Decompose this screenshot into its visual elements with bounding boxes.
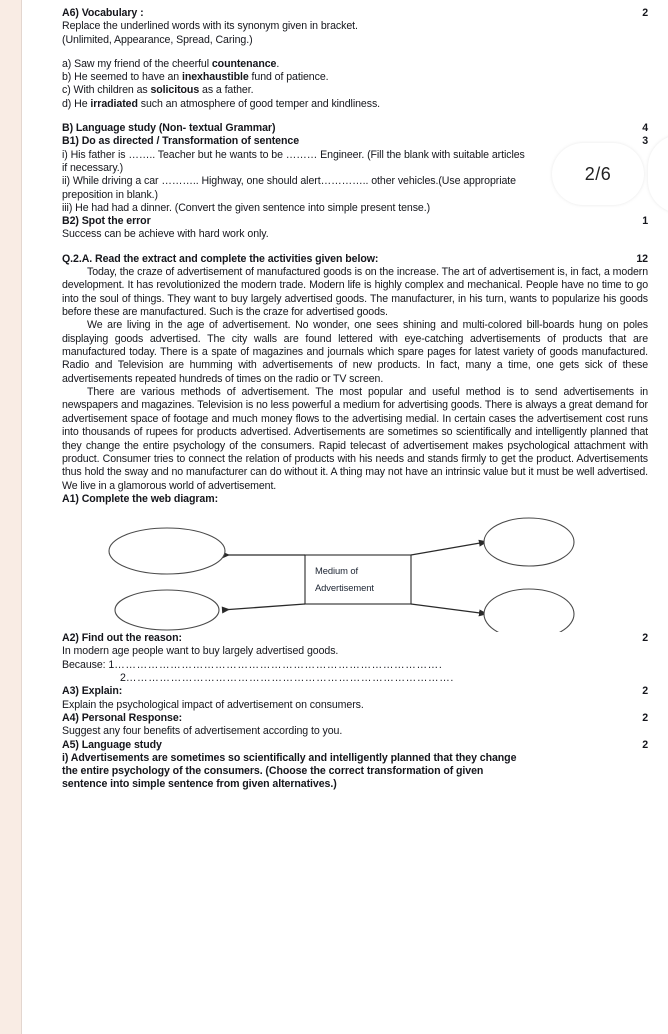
diagram-center-box [305,555,411,604]
section-b-heading [62,122,648,135]
a2-item2-label: 2 [120,672,126,685]
a6-marks: 2 [642,7,648,19]
b2-sentence: Success can be achieve with hard work only. [62,228,269,241]
section-a4-heading [62,712,648,725]
page-indicator[interactable]: 2/6 [552,143,644,205]
b1-item-ii-line2: preposition in blank.) [62,188,158,201]
spacer [62,242,648,253]
a4-text: Suggest any four benefits of advertisement according to you. [62,725,343,738]
diagram-center-label-line2: Advertisement [315,582,374,594]
section-b1-heading [62,135,648,148]
diagram-center-label-line1: Medium of [315,565,359,577]
b-heading-text: B) Language study (Non- textual Grammar) [62,122,276,135]
left-margin-strip [0,0,21,1034]
section-b2-heading [62,215,648,228]
a4-heading-text: A4) Personal Response: [62,711,183,724]
b1-item-ii-line1: ii) While driving a car ……….. Highway, one should alert………….. other vehicles.(Use appropriate [62,175,516,188]
a6-item-d-pre: d) He [62,97,91,110]
a5-line-3: sentence into simple sentence from given alternatives.) [62,778,337,791]
section-q2a-heading [62,253,648,266]
b1-item-iii: iii) He had had a dinner. (Convert the given sentence into simple present tense.) [62,201,431,214]
web-diagram [62,512,648,632]
section-a3-heading [62,685,648,698]
a5-marks: 2 [642,738,648,751]
a2-dots-2: ……………………………………………………………………………. [125,672,454,685]
section-a2-heading [62,632,648,645]
b1-marks: 3 [642,135,648,148]
q2a-marks: 12 [636,252,648,265]
diagram-node-bottom-right [484,589,574,632]
a5-line-1: i) Advertisements are sometimes so scientifically and intelligently planned that they change [62,751,517,764]
a6-instruction: Replace the underlined words with its synonym given in bracket. [62,20,358,33]
a3-marks: 2 [642,685,648,698]
b2-heading-text: B2) Spot the error [62,215,151,228]
b2-marks: 1 [642,215,648,228]
a3-heading-text: A3) Explain: [62,685,123,698]
a6-item-c [62,84,648,97]
spacer [62,111,648,122]
connector-bottom-right [411,604,480,613]
a4-marks: 2 [642,711,648,724]
a3-text: Explain the psychological impact of advertisement on consumers. [62,698,364,711]
b1-item-i-line2: if necessary.) [62,161,124,174]
section-a5-heading [62,739,648,752]
a2-answer-line-1 [62,659,648,672]
a2-answer-line-2 [62,672,648,685]
web-diagram-svg [62,512,648,632]
a6-item-d-keyword: irradiated [90,97,138,110]
spacer [62,47,648,58]
a6-item-b-pre: b) He seemed to have an [62,71,182,84]
b1-item-i-line1: i) His father is …….. Teacher but he wants to be ……… Engineer. (Fill the blank with suitable articles [62,148,525,161]
a2-marks: 2 [642,632,648,645]
a6-item-d [62,98,648,111]
a6-item-d-post: such an atmosphere of good temper and kindliness. [137,97,381,110]
q2a-paragraph-1: Today, the craze of advertisement of manufactured goods is on the increase. The art of advertisement is, in fact, a modern development. It has revolutionized the modern trade. Modern life is highly complex and mechanical. People have no time to go into the soul of things. They want to buy largely advertised goods. The manufacturer, in his turn, wants to popularize his goods before these are manufactured. Such is the craze for advertised goods. [62,266,648,319]
a2-statement: In modern age people want to buy largely advertised goods. [62,645,339,658]
section-a1-heading [62,493,648,506]
a6-word-bank: (Unlimited, Appearance, Spread, Caring.) [62,33,253,46]
a5-heading-text: A5) Language study [62,738,162,751]
a2-because-label: Because: 1 [62,658,115,671]
q2a-heading-text: Q.2.A. Read the extract and complete the activities given below: [62,252,379,265]
document-content [62,7,648,792]
a6-item-b-keyword: inexhaustible [181,71,249,84]
diagram-node-bottom-left [115,590,219,630]
a6-item-a-keyword: countenance [211,57,277,70]
diagram-node-top-left [109,528,225,574]
a1-heading-text: A1) Complete the web diagram: [62,492,219,505]
a5-line-2: the entire psychology of the consumers. (Choose the correct transformation of given [62,765,484,778]
a6-item-b-post: fund of patience. [248,71,329,84]
connector-top-right [411,543,480,555]
a6-heading-text: A6) Vocabulary : [62,7,144,19]
a6-item-c-post: as a father. [199,84,254,97]
a2-dots-1: ……………………………………………………………………………. [114,658,443,671]
b-marks: 4 [642,122,648,135]
q2a-paragraph-3: There are various methods of advertisement. The most popular and useful method is to send advertisements in newspapers and magazines. Television is no less powerful a medium for advertising goods. There is always a great demand for advertisement space of footage and much money flows to the advertising medial. In certain cases the advertisement cost runs into thousands of rupees for products advertised. Advertisements are sometimes so scientifically and intelligently planned that they change the entire psychology of the consumers. Rapid telecast of advertisement makes psychological attachment with product. Consumer tries to connect the relation of products with his needs and stands firmly to get the product. Advertisements thus hold the sway and no manufacturer can do without it. A thing may not have an intrinsic value but it must be well advertised. We live in a glamorous world of advertisement. [62,386,648,492]
a6-item-a-post: . [276,57,280,70]
connector-bottom-left [222,604,305,610]
a6-item-c-pre: c) With children as [62,84,151,97]
q2a-paragraph-2: We are living in the age of advertisement. No wonder, one sees shining and multi-colored bill-boards hung on poles displaying goods advertised. The city walls are found lettered with eye-catching advertisements of products that are manufactured today. There is a spate of magazines and journals which spare pages for latest variety of goods manufactured. Radio and Television are humming with advertisements of new products. In fact, many a time, one gets sick of these advertisements repeated hundreds of times on the radio or TV screen. [62,319,648,385]
diagram-node-top-right [484,518,574,566]
a6-item-c-keyword: solicitous [150,84,200,97]
a2-heading-text: A2) Find out the reason: [62,632,182,645]
a6-item-a-pre: a) Saw my friend of the cheerful [62,57,212,70]
a6-item-a [62,58,648,71]
section-a6-heading [62,7,648,20]
a6-item-b [62,71,648,84]
b1-heading-text: B1) Do as directed / Transformation of sentence [62,135,300,148]
